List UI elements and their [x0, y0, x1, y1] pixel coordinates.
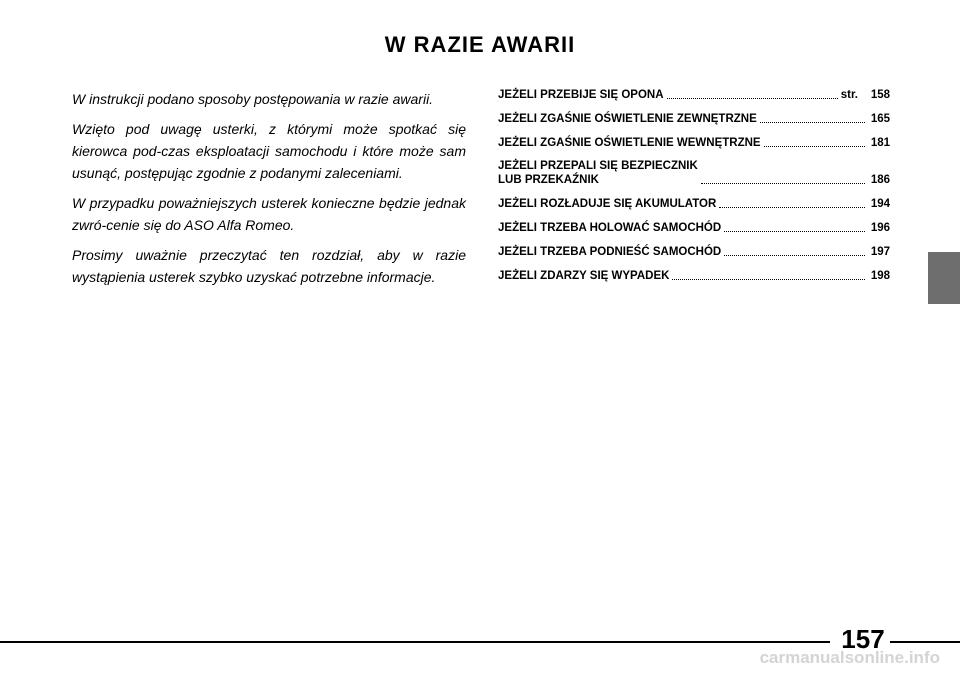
- toc-item-page: 158: [870, 89, 890, 101]
- page-title: W RAZIE AWARII: [384, 32, 576, 57]
- toc-item-page: 186: [870, 174, 890, 187]
- intro-paragraph: Wzięto pod uwagę usterki, z którymi może spotkać się kierowca pod-czas eksploatacji samochodu i które może sam usunąć, postępując zgodnie z podanymi zaleceniami.: [72, 121, 466, 181]
- footer-rule: [890, 641, 960, 643]
- toc-item[interactable]: [498, 112, 890, 126]
- toc-leader-dots: [724, 231, 865, 232]
- toc-item-page: 198: [870, 269, 890, 282]
- toc-item-label: JEŻELI TRZEBA HOLOWAĆ SAMOCHÓD: [498, 221, 722, 234]
- toc-item-page: 194: [870, 198, 890, 211]
- toc-item-label: JEŻELI PRZEBIJE SIĘ OPONA: [498, 89, 664, 101]
- intro-paragraph: W przypadku poważniejszych usterek konieczne będzie jednak zwró-cenie się do ASO Alfa Romeo.: [72, 195, 466, 233]
- toc-item[interactable]: [498, 269, 890, 283]
- toc-item[interactable]: [498, 245, 890, 259]
- toc-item[interactable]: [498, 136, 890, 150]
- page-number: 157: [841, 624, 885, 654]
- section-tab: [928, 252, 960, 304]
- toc-item-page: 197: [870, 245, 890, 258]
- toc-str-label: str.: [840, 89, 858, 101]
- toc-leader-dots: [667, 98, 838, 99]
- intro-text: [72, 88, 466, 296]
- intro-paragraph: Prosimy uważnie przeczytać ten rozdział, aby w razie wystąpienia usterek szybko uzyskać potrzebne informacje.: [72, 247, 466, 285]
- toc-item-label: JEŻELI ZDARZY SIĘ WYPADEK: [498, 269, 670, 282]
- toc-item[interactable]: [498, 159, 890, 187]
- toc-item[interactable]: [498, 197, 890, 211]
- toc-item-label: JEŻELI PRZEPALI SIĘ BEZPIECZNIK LUB PRZEKAŹNIK: [498, 160, 698, 187]
- toc-leader-dots: [719, 207, 865, 208]
- toc-item-label: JEŻELI ZGAŚNIE OŚWIETLENIE WEWNĘTRZNE: [498, 136, 761, 149]
- toc-item-page: 196: [870, 221, 890, 234]
- toc-leader-dots: [724, 255, 865, 256]
- toc-item[interactable]: [498, 221, 890, 235]
- toc-item-page: 165: [870, 112, 890, 125]
- toc-leader-dots: [672, 279, 865, 280]
- toc-leader-dots: [760, 122, 865, 123]
- toc-leader-dots: [764, 146, 865, 147]
- toc-item-page: 181: [870, 136, 890, 149]
- footer-rule: [0, 641, 830, 643]
- table-of-contents: [498, 88, 890, 292]
- toc-item-label: JEŻELI ZGAŚNIE OŚWIETLENIE ZEWNĘTRZNE: [498, 112, 757, 125]
- toc-leader-dots: [701, 183, 865, 184]
- watermark: carmanualsonline.info: [759, 648, 940, 667]
- toc-item[interactable]: [498, 88, 890, 102]
- intro-paragraph: W instrukcji podano sposoby postępowania w razie awarii.: [72, 91, 434, 107]
- toc-item-label: JEŻELI TRZEBA PODNIEŚĆ SAMOCHÓD: [498, 245, 722, 258]
- toc-item-label: JEŻELI ROZŁADUJE SIĘ AKUMULATOR: [498, 198, 717, 211]
